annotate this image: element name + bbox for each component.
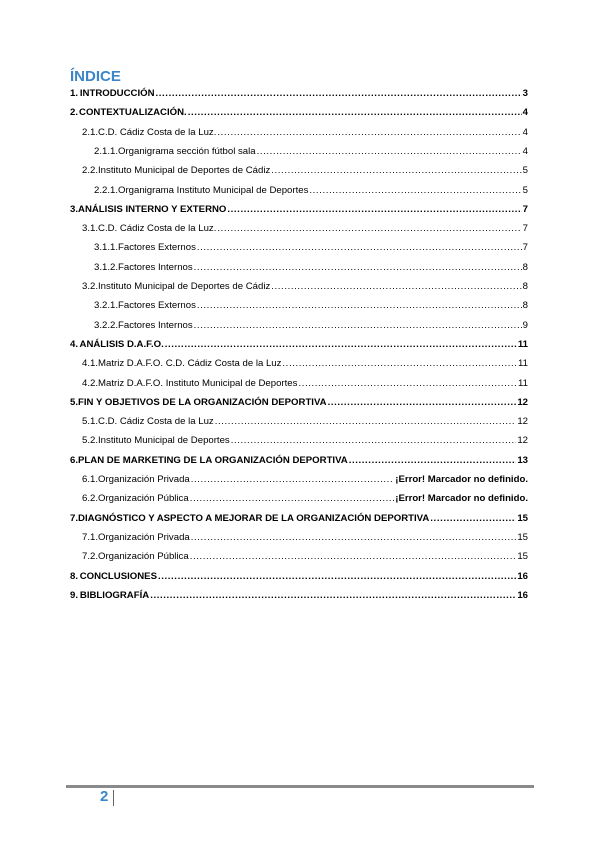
toc-entry-number: 7.1. xyxy=(82,531,99,543)
toc-entry-page: 5 xyxy=(522,184,528,196)
toc-entry[interactable] xyxy=(70,88,528,99)
toc-entry[interactable] xyxy=(70,107,528,118)
toc-dot-leader xyxy=(328,397,517,408)
toc-entry-title: Factores Internos xyxy=(118,261,193,273)
toc-entry[interactable] xyxy=(82,223,528,234)
toc-entry-page: 16 xyxy=(517,589,528,601)
toc-dot-leader xyxy=(191,532,517,543)
toc-entry-number: 3.2. xyxy=(82,281,99,292)
toc-dot-leader xyxy=(190,551,517,562)
toc-entry-number: 4.1. xyxy=(82,358,99,370)
toc-entry-title: Instituto Municipal de Deportes de Cádiz xyxy=(98,165,271,177)
toc-entry-title: CONTEXTUALIZACIÓN. xyxy=(79,107,187,119)
toc-entry-number: 3.1.1. xyxy=(94,242,119,254)
toc-entry-number: 5.2. xyxy=(82,435,99,447)
toc-entry[interactable] xyxy=(82,165,528,176)
toc-entry-number: 6.2. xyxy=(82,493,99,505)
toc-dot-leader xyxy=(271,165,521,176)
toc-entry-number: 2. xyxy=(70,107,79,119)
toc-entry-number: 2.2. xyxy=(82,165,99,177)
toc-entry[interactable] xyxy=(82,493,528,504)
toc-entry-page: ¡Error! Marcador no definido. xyxy=(395,493,528,505)
toc-entry-page: 4 xyxy=(522,107,528,119)
toc-entry-title: Factores Externos xyxy=(118,300,196,312)
toc-entry-number: 3.1.2. xyxy=(94,261,119,273)
toc-entry-page: 7 xyxy=(522,223,528,235)
toc-entry[interactable] xyxy=(82,551,528,562)
toc-entry-title: Factores Internos xyxy=(118,319,193,331)
toc-entry-title: PLAN DE MARKETING DE LA ORGANIZACIÓN DEPORTIVA xyxy=(78,454,348,466)
toc-entry-title: Organización Privada xyxy=(98,531,190,543)
toc-entry-title: Organización Pública xyxy=(98,493,189,505)
toc-entry-title: Organización Privada xyxy=(98,474,190,485)
toc-dot-leader xyxy=(197,300,522,311)
toc-entry-title: ANÁLISIS D.A.F.O. xyxy=(79,338,164,350)
toc-entry-title: DIAGNÓSTICO Y ASPECTO A MEJORAR DE LA ORGANIZACIÓN DEPORTIVA xyxy=(78,512,430,524)
toc-entry-title: C.D. Cádiz Costa de la Luz. xyxy=(98,126,217,138)
toc-entry-page: 7 xyxy=(522,203,528,215)
toc-entry[interactable] xyxy=(82,378,528,389)
toc-entry[interactable] xyxy=(94,262,528,273)
toc-entry-title: Instituto Municipal de Deportes xyxy=(98,435,230,447)
toc-entry-number: 7.2. xyxy=(82,551,99,563)
toc-entry-number: 5.1. xyxy=(82,416,99,428)
toc-dot-leader xyxy=(227,204,521,215)
toc-dot-leader xyxy=(156,88,522,99)
toc-dot-leader xyxy=(197,242,522,253)
toc-title: ÍNDICE xyxy=(70,68,121,85)
toc-dot-leader xyxy=(271,281,521,292)
toc-dot-leader xyxy=(194,262,522,273)
toc-entry-page: 12 xyxy=(517,435,528,447)
toc-entry-number: 2.2.1. xyxy=(94,184,119,196)
toc-dot-leader xyxy=(188,107,522,118)
toc-entry-title: C.D. Cádiz Costa de la Luz xyxy=(98,416,214,428)
toc-entry[interactable] xyxy=(82,358,528,369)
page-number: 2 xyxy=(100,788,109,805)
toc-entry[interactable] xyxy=(82,416,528,427)
toc-entry[interactable] xyxy=(82,532,528,543)
toc-dot-leader xyxy=(231,435,517,446)
toc-entry-page: 5 xyxy=(522,165,528,177)
toc-dot-leader xyxy=(298,378,517,389)
toc-dot-leader xyxy=(165,339,517,350)
toc-entry-page: 13 xyxy=(517,454,528,466)
toc-entry-title: ANÁLISIS INTERNO Y EXTERNO xyxy=(78,203,227,215)
toc-entry-page: 8 xyxy=(522,300,528,312)
toc-dot-leader xyxy=(215,416,517,427)
toc-dot-leader xyxy=(217,223,521,234)
toc-entry-page: 8 xyxy=(522,261,528,273)
toc-entry-title: Organigrama Instituto Municipal de Deportes xyxy=(118,184,309,196)
toc-entry-number: 8. xyxy=(70,570,79,582)
toc-entry[interactable] xyxy=(70,513,528,524)
toc-dot-leader xyxy=(309,185,521,196)
toc-entry-title: BIBLIOGRAFÍA xyxy=(79,589,150,601)
toc-entry-number: 2.1.1. xyxy=(94,145,119,157)
toc-entry-title: Factores Externos xyxy=(118,242,196,254)
toc-entry-page: 16 xyxy=(517,570,528,582)
toc-entry-page: 11 xyxy=(518,377,528,389)
toc-entry-number: 6.1. xyxy=(82,474,99,485)
toc-entry-page: 15 xyxy=(517,531,528,543)
toc-entry[interactable] xyxy=(70,204,528,215)
footer-rule xyxy=(66,785,534,788)
toc-entry-page: 3 xyxy=(522,88,528,99)
toc-entry-page: 11 xyxy=(518,358,528,370)
toc-dot-leader xyxy=(150,590,516,601)
toc-entry-title: FIN Y OBJETIVOS DE LA ORGANIZACIÓN DEPORTIVA xyxy=(78,396,327,408)
toc-dot-leader xyxy=(282,358,517,369)
toc-entry-page: 7 xyxy=(522,242,528,254)
toc-entry-page: 12 xyxy=(517,416,528,428)
toc-entry-number: 1. xyxy=(70,88,79,99)
toc-dot-leader xyxy=(217,127,521,138)
footer-separator xyxy=(113,790,114,806)
toc-entry-number: 2.1. xyxy=(82,126,99,138)
toc-entry-number: 7. xyxy=(70,512,79,524)
toc-dot-leader xyxy=(349,455,517,466)
toc-entry-page: 11 xyxy=(517,338,528,350)
toc-entry[interactable] xyxy=(82,127,528,138)
toc-entry-number: 6. xyxy=(70,454,79,466)
toc-entry-page: 15 xyxy=(517,512,528,524)
toc-entry-title: C.D. Cádiz Costa de la Luz. xyxy=(98,223,217,235)
toc-entry[interactable] xyxy=(82,474,528,485)
toc-dot-leader xyxy=(191,474,395,485)
toc-entry[interactable] xyxy=(94,146,528,157)
toc-entry-title: CONCLUSIONES xyxy=(79,570,157,582)
toc-entry[interactable] xyxy=(70,455,528,466)
toc-entry-number: 3.2.2. xyxy=(94,319,119,331)
toc-entry[interactable] xyxy=(70,590,528,601)
toc-dot-leader xyxy=(158,571,516,582)
toc-entry-page: ¡Error! Marcador no definido. xyxy=(395,474,528,485)
toc-entry-title: Organización Pública xyxy=(98,551,189,563)
toc-entry-page: 12 xyxy=(517,396,528,408)
toc-dot-leader xyxy=(430,513,516,524)
toc-entry-title: Matriz D.A.F.O. C.D. Cádiz Costa de la Luz xyxy=(98,358,282,370)
toc-entry[interactable] xyxy=(94,300,528,311)
toc-entry[interactable] xyxy=(70,339,528,350)
toc-entry-number: 4. xyxy=(70,338,79,350)
toc-dot-leader xyxy=(194,320,522,331)
toc-entry-page: 9 xyxy=(522,319,528,331)
toc-entry-page: 4 xyxy=(522,126,528,138)
toc-entry[interactable] xyxy=(94,242,528,253)
toc-entry[interactable] xyxy=(70,571,528,582)
toc-entry-number: 4.2. xyxy=(82,377,99,389)
toc-entry-number: 3.2.1. xyxy=(94,300,119,312)
toc-entry-page: 4 xyxy=(522,145,528,157)
toc-entry[interactable] xyxy=(82,435,528,446)
toc-dot-leader xyxy=(257,146,522,157)
toc-entry[interactable] xyxy=(94,185,528,196)
toc-entry-number: 3.1. xyxy=(82,223,99,235)
toc-entry-title: Instituto Municipal de Deportes de Cádiz xyxy=(98,281,271,292)
toc-entry-title: Organigrama sección fútbol sala xyxy=(118,145,256,157)
toc-entry-number: 9. xyxy=(70,589,79,601)
toc-entry-number: 3. xyxy=(70,203,79,215)
toc-entry-page: 8 xyxy=(522,281,528,292)
toc-entry-number: 5. xyxy=(70,396,79,408)
toc-entry[interactable] xyxy=(82,281,528,292)
toc-entry-page: 15 xyxy=(517,551,528,563)
toc-dot-leader xyxy=(190,493,395,504)
toc-entry-title: Matriz D.A.F.O. Instituto Municipal de Deportes xyxy=(98,377,298,389)
toc-entry-title: INTRODUCCIÓN xyxy=(79,88,155,99)
toc-entry[interactable] xyxy=(94,320,528,331)
toc-entry[interactable] xyxy=(70,397,528,408)
